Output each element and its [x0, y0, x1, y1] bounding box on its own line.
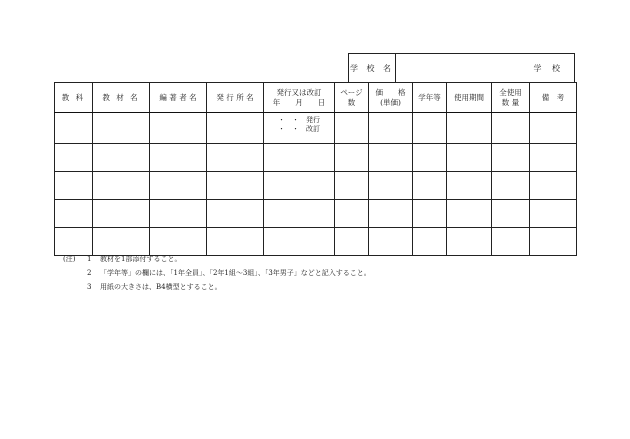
cell-material-name[interactable]: [93, 113, 150, 144]
header-quantity: [492, 83, 530, 113]
header-quantity-line2: 数 量: [501, 97, 520, 107]
cell-material-name[interactable]: [93, 172, 150, 200]
table-row: [55, 172, 577, 200]
school-name-label: 学 校 名: [349, 54, 396, 82]
note-text: 「学年等」の欄には、「1年全員」、「2年1組～3組」、「3年男子」などと記入すること。: [100, 269, 371, 277]
note-item: [63, 280, 371, 294]
cell-subject[interactable]: [55, 113, 93, 144]
cell-grade[interactable]: [413, 200, 447, 228]
cell-price[interactable]: [369, 113, 413, 144]
header-pages-line1: ページ: [340, 88, 363, 98]
header-quantity-line1: 全使用: [499, 88, 522, 98]
cell-subject[interactable]: [55, 172, 93, 200]
cell-subject[interactable]: [55, 200, 93, 228]
notes-section: [63, 252, 371, 294]
cell-remarks[interactable]: [530, 200, 577, 228]
header-remarks: 備 考: [530, 83, 577, 113]
header-publication-date-line2: 年 月 日: [272, 97, 326, 107]
cell-quantity[interactable]: [492, 200, 530, 228]
cell-editor[interactable]: [150, 144, 207, 172]
cell-quantity[interactable]: [492, 113, 530, 144]
cell-period[interactable]: [447, 228, 492, 256]
cell-publisher[interactable]: [207, 113, 264, 144]
cell-pages[interactable]: [335, 172, 369, 200]
cell-period[interactable]: [447, 200, 492, 228]
cell-price[interactable]: [369, 144, 413, 172]
cell-subject[interactable]: [55, 144, 93, 172]
pub-revised-line: ・ ・ 改訂: [278, 124, 320, 133]
note-item: [63, 266, 371, 280]
table-row: [55, 113, 577, 144]
header-pages: [335, 83, 369, 113]
cell-material-name[interactable]: [93, 200, 150, 228]
cell-remarks[interactable]: [530, 113, 577, 144]
cell-publisher[interactable]: [207, 172, 264, 200]
header-publication-date-line1: 発行又は改訂: [276, 88, 322, 98]
cell-remarks[interactable]: [530, 144, 577, 172]
note-text: 教材を1部添付すること。: [100, 255, 182, 263]
header-subject: 教 科: [55, 83, 93, 113]
note-number: 3: [87, 283, 92, 291]
header-period: 使用期間: [447, 83, 492, 113]
note-item: [63, 252, 371, 266]
header-material-name: 教 材 名: [93, 83, 150, 113]
cell-pages[interactable]: [335, 144, 369, 172]
pub-issued-line: ・ ・ 発行: [278, 116, 320, 124]
header-price-line2: (単価): [380, 97, 401, 107]
table-row: [55, 200, 577, 228]
cell-grade[interactable]: [413, 113, 447, 144]
cell-remarks[interactable]: [530, 172, 577, 200]
cell-period[interactable]: [447, 172, 492, 200]
cell-grade[interactable]: [413, 144, 447, 172]
school-name-box: [348, 53, 575, 83]
cell-period[interactable]: [447, 144, 492, 172]
cell-publication-date[interactable]: [264, 144, 335, 172]
header-row: [55, 83, 577, 113]
cell-publication-date[interactable]: [264, 172, 335, 200]
cell-editor[interactable]: [150, 200, 207, 228]
cell-grade[interactable]: [413, 172, 447, 200]
cell-publisher[interactable]: [207, 144, 264, 172]
table-row: [55, 144, 577, 172]
cell-remarks[interactable]: [530, 228, 577, 256]
cell-publication-date[interactable]: [264, 200, 335, 228]
header-publication-date: [264, 83, 335, 113]
note-text: 用紙の大きさは、B4横型とすること。: [100, 283, 222, 291]
note-number: 2: [87, 269, 92, 277]
cell-material-name[interactable]: [93, 144, 150, 172]
cell-quantity[interactable]: [492, 144, 530, 172]
cell-editor[interactable]: [150, 113, 207, 144]
note-number: 1: [87, 255, 92, 263]
header-price: [369, 83, 413, 113]
school-suffix: 学 校: [533, 63, 564, 73]
cell-price[interactable]: [369, 200, 413, 228]
header-editor: 編 著 者 名: [150, 83, 207, 113]
cell-pages[interactable]: [335, 113, 369, 144]
header-publisher: 発 行 所 名: [207, 83, 264, 113]
cell-publication-date[interactable]: [264, 113, 335, 144]
cell-editor[interactable]: [150, 172, 207, 200]
header-grade: 学年等: [413, 83, 447, 113]
cell-price[interactable]: [369, 228, 413, 256]
cell-period[interactable]: [447, 113, 492, 144]
cell-quantity[interactable]: [492, 228, 530, 256]
cell-grade[interactable]: [413, 228, 447, 256]
cell-publisher[interactable]: [207, 200, 264, 228]
cell-pages[interactable]: [335, 200, 369, 228]
materials-table: [54, 82, 577, 256]
cell-price[interactable]: [369, 172, 413, 200]
cell-quantity[interactable]: [492, 172, 530, 200]
header-price-line1: 価 格: [375, 88, 406, 98]
notes-prefix: (注): [63, 255, 76, 263]
header-pages-line2: 数: [347, 97, 356, 107]
